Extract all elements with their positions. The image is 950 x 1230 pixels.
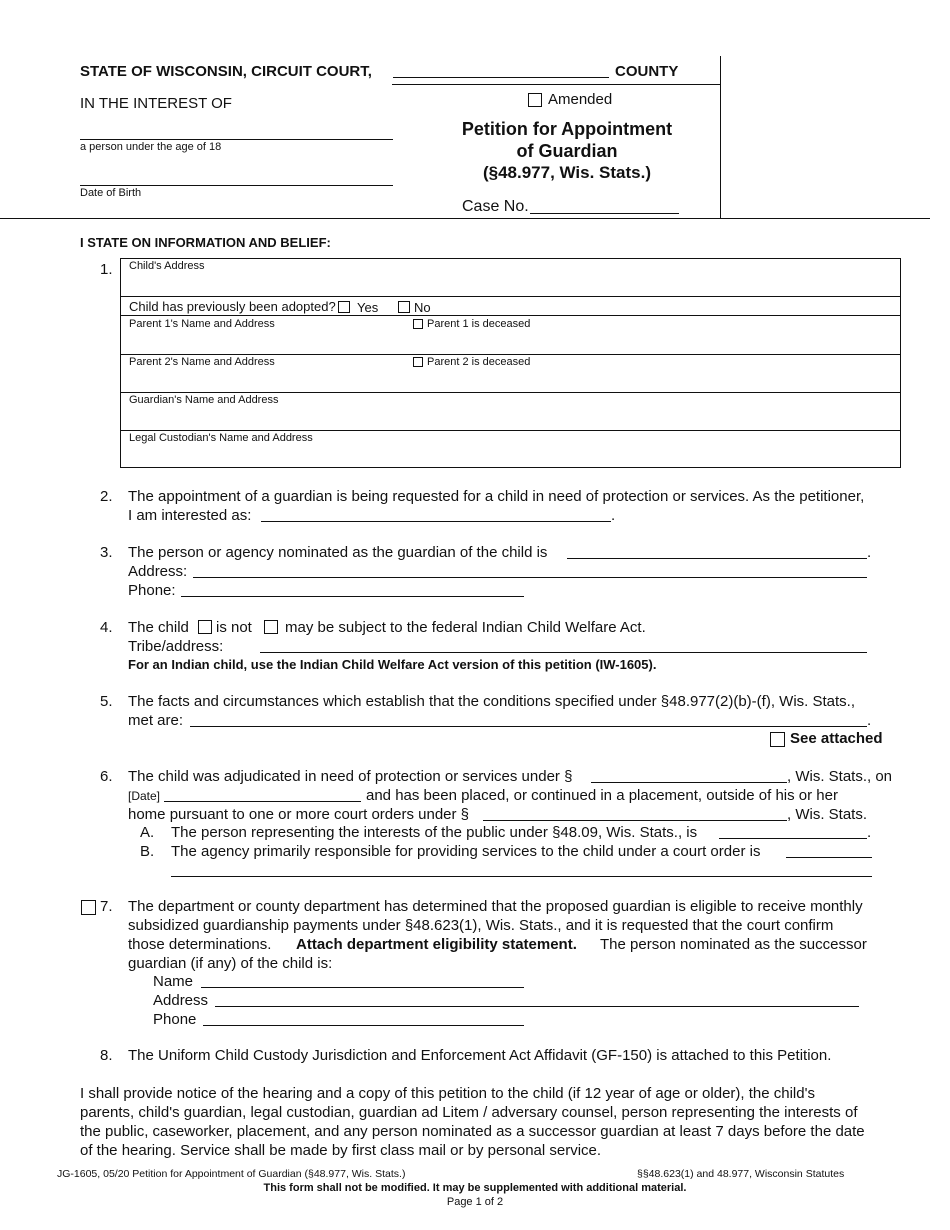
intro-statement: I STATE ON INFORMATION AND BELIEF: — [80, 235, 331, 250]
item5-number: 5. — [100, 693, 113, 710]
item8-number: 8. — [100, 1047, 113, 1064]
footer-page-number: Page 1 of 2 — [446, 1196, 504, 1208]
nominated-phone-field[interactable] — [181, 596, 524, 597]
notice-line2: parents, child's guardian, legal custodian, guardian ad Litem / adversary counsel, person representing the interests of — [80, 1104, 858, 1121]
successor-address-field[interactable] — [215, 1006, 859, 1007]
item7-line3c: The person nominated as the successor — [600, 936, 867, 953]
nominated-guardian-field[interactable] — [567, 558, 867, 559]
item7-checkbox[interactable] — [81, 900, 96, 915]
item3-number: 3. — [100, 544, 113, 561]
item3-line1: The person or agency nominated as the guardian of the child is — [128, 544, 548, 561]
item1-row-divider — [120, 296, 901, 297]
icwa-is-not-checkbox[interactable] — [198, 620, 212, 634]
form-title-line2: of Guardian — [516, 141, 618, 161]
item3-period: . — [867, 544, 872, 561]
item6-placed: and has been placed, or continued in a placement, outside of his or her — [366, 787, 838, 804]
responsible-agency-field[interactable] — [786, 857, 872, 858]
successor-name-label: Name — [153, 973, 194, 990]
successor-name-field[interactable] — [201, 987, 524, 988]
item7-line4: guardian (if any) of the child is: — [128, 955, 333, 972]
parent1-deceased-label: Parent 1 is deceased — [427, 318, 531, 330]
court-order-statute-field[interactable] — [483, 820, 787, 821]
item7-line2: subsidized guardianship payments under §48.623(1), Wis. Stats., and it is requested that the court confirm — [128, 917, 834, 934]
successor-address-label: Address — [153, 992, 209, 1009]
item7-number: 7. — [100, 898, 113, 915]
icwa-note: For an Indian child, use the Indian Child Welfare Act version of this petition (IW-1605). — [128, 657, 657, 672]
dob-label: Date of Birth — [80, 187, 142, 199]
item1-row-divider — [120, 392, 901, 393]
county-label: COUNTY — [615, 63, 679, 80]
item6-home: home pursuant to one or more court orders under § — [128, 806, 470, 823]
court-title: STATE OF WISCONSIN, CIRCUIT COURT, — [80, 63, 372, 80]
footer-disclaimer: This form shall not be modified. It may be supplemented with additional material. — [263, 1182, 687, 1194]
see-attached-label: See attached — [790, 730, 883, 747]
header-divider-top — [392, 84, 720, 85]
person-under-18-label: a person under the age of 18 — [80, 141, 222, 153]
item1-row-divider — [120, 430, 901, 431]
notice-line4: of the hearing. Service shall be made by first class mail or by personal service. — [80, 1142, 602, 1159]
parent2-deceased-checkbox[interactable] — [413, 357, 423, 367]
item7-line3a: those determinations. — [128, 936, 272, 953]
item2-line2: I am interested as: — [128, 507, 252, 524]
public-interest-person-field[interactable] — [719, 838, 867, 839]
parent1-label: Parent 1's Name and Address — [129, 318, 275, 330]
notice-line3: the public, caseworker, placement, and any person nominated as a successor guardian at least 7 days before the date — [80, 1123, 865, 1140]
successor-phone-label: Phone — [153, 1011, 197, 1028]
adopted-no-checkbox[interactable] — [398, 301, 410, 313]
parent1-deceased-checkbox[interactable] — [413, 319, 423, 329]
header-divider-bottom — [0, 218, 930, 219]
item7-line3b: Attach department eligibility statement. — [296, 936, 577, 953]
item1-row-divider — [120, 315, 901, 316]
item1-row-divider — [120, 354, 901, 355]
nominated-address-field[interactable] — [193, 577, 867, 578]
tribe-address-field[interactable] — [260, 652, 867, 653]
item1-number: 1. — [100, 261, 113, 278]
parent2-deceased-label: Parent 2 is deceased — [427, 356, 531, 368]
case-no-field[interactable] — [530, 213, 679, 214]
item6b-text: The agency primarily responsible for providing services to the child under a court order is — [171, 843, 761, 860]
responsible-agency-field-cont[interactable] — [171, 876, 872, 877]
item6a-period: . — [867, 824, 872, 841]
footer-form-id: JG-1605, 05/20 Petition for Appointment of Guardian (§48.977, Wis. Stats.) — [57, 1168, 406, 1180]
icwa-may-be-checkbox[interactable] — [264, 620, 278, 634]
adopted-question: Child has previously been adopted? — [129, 299, 336, 314]
county-field[interactable] — [393, 77, 609, 78]
adopted-yes-label: Yes — [357, 300, 379, 315]
item6a-label: A. — [140, 824, 155, 841]
dob-field[interactable] — [80, 185, 393, 186]
item6b-label: B. — [140, 843, 155, 860]
item6-number: 6. — [100, 768, 113, 785]
adopted-yes-checkbox[interactable] — [338, 301, 350, 313]
item4-number: 4. — [100, 619, 113, 636]
petitioner-interest-field[interactable] — [261, 521, 611, 522]
item3-phone-label: Phone: — [128, 582, 176, 599]
item4-child-label: The child — [128, 619, 189, 636]
item2-line1: The appointment of a guardian is being requested for a child in need of protection or services. As the petitioner, — [128, 488, 865, 505]
item6a-text: The person representing the interests of the public under §48.09, Wis. Stats., is — [171, 824, 698, 841]
icwa-may-be-label: may be subject to the federal Indian Child Welfare Act. — [285, 619, 646, 636]
childs-address-label: Child's Address — [129, 260, 205, 272]
amended-label: Amended — [548, 91, 613, 108]
icwa-is-not-label: is not — [216, 619, 252, 636]
item5-period: . — [867, 712, 872, 729]
facts-field[interactable] — [190, 726, 867, 727]
item2-period: . — [611, 507, 616, 524]
item2-number: 2. — [100, 488, 113, 505]
amended-checkbox[interactable] — [528, 93, 542, 107]
child-name-field[interactable] — [80, 139, 393, 140]
adopted-no-label: No — [414, 300, 431, 315]
case-no-label: Case No. — [462, 198, 529, 215]
see-attached-checkbox[interactable] — [770, 732, 785, 747]
item5-line2: met are: — [128, 712, 184, 729]
parent2-label: Parent 2's Name and Address — [129, 356, 275, 368]
adjudication-date-field[interactable] — [164, 801, 361, 802]
item5-line1: The facts and circumstances which establish that the conditions specified under §48.977(2)(b)-(f), Wis. Stats., — [128, 693, 856, 710]
in-interest-label: IN THE INTEREST OF — [80, 95, 232, 112]
form-statute: (§48.977, Wis. Stats.) — [482, 163, 652, 182]
chips-statute-field[interactable] — [591, 782, 787, 783]
item8-text: The Uniform Child Custody Jurisdiction and Enforcement Act Affidavit (GF-150) is attached to this Petition. — [128, 1047, 832, 1064]
notice-line1: I shall provide notice of the hearing and a copy of this petition to the child (if 12 year of age or older), the child's — [80, 1085, 815, 1102]
footer-statutes: §§48.623(1) and 48.977, Wisconsin Statutes — [637, 1168, 845, 1180]
tribe-label: Tribe/address: — [128, 638, 224, 655]
successor-phone-field[interactable] — [203, 1025, 524, 1026]
guardian-label: Guardian's Name and Address — [129, 394, 279, 406]
item6-wis-on: , Wis. Stats., on — [787, 768, 893, 785]
item6-line1: The child was adjudicated in need of protection or services under § — [128, 768, 573, 785]
date-label: [Date] — [128, 789, 161, 803]
custodian-label: Legal Custodian's Name and Address — [129, 432, 313, 444]
form-title-line1: Petition for Appointment — [461, 119, 673, 139]
item3-address-label: Address: — [128, 563, 188, 580]
item7-line1: The department or county department has determined that the proposed guardian is eligible to receive monthly — [128, 898, 863, 915]
item6-wis: , Wis. Stats. — [787, 806, 868, 823]
